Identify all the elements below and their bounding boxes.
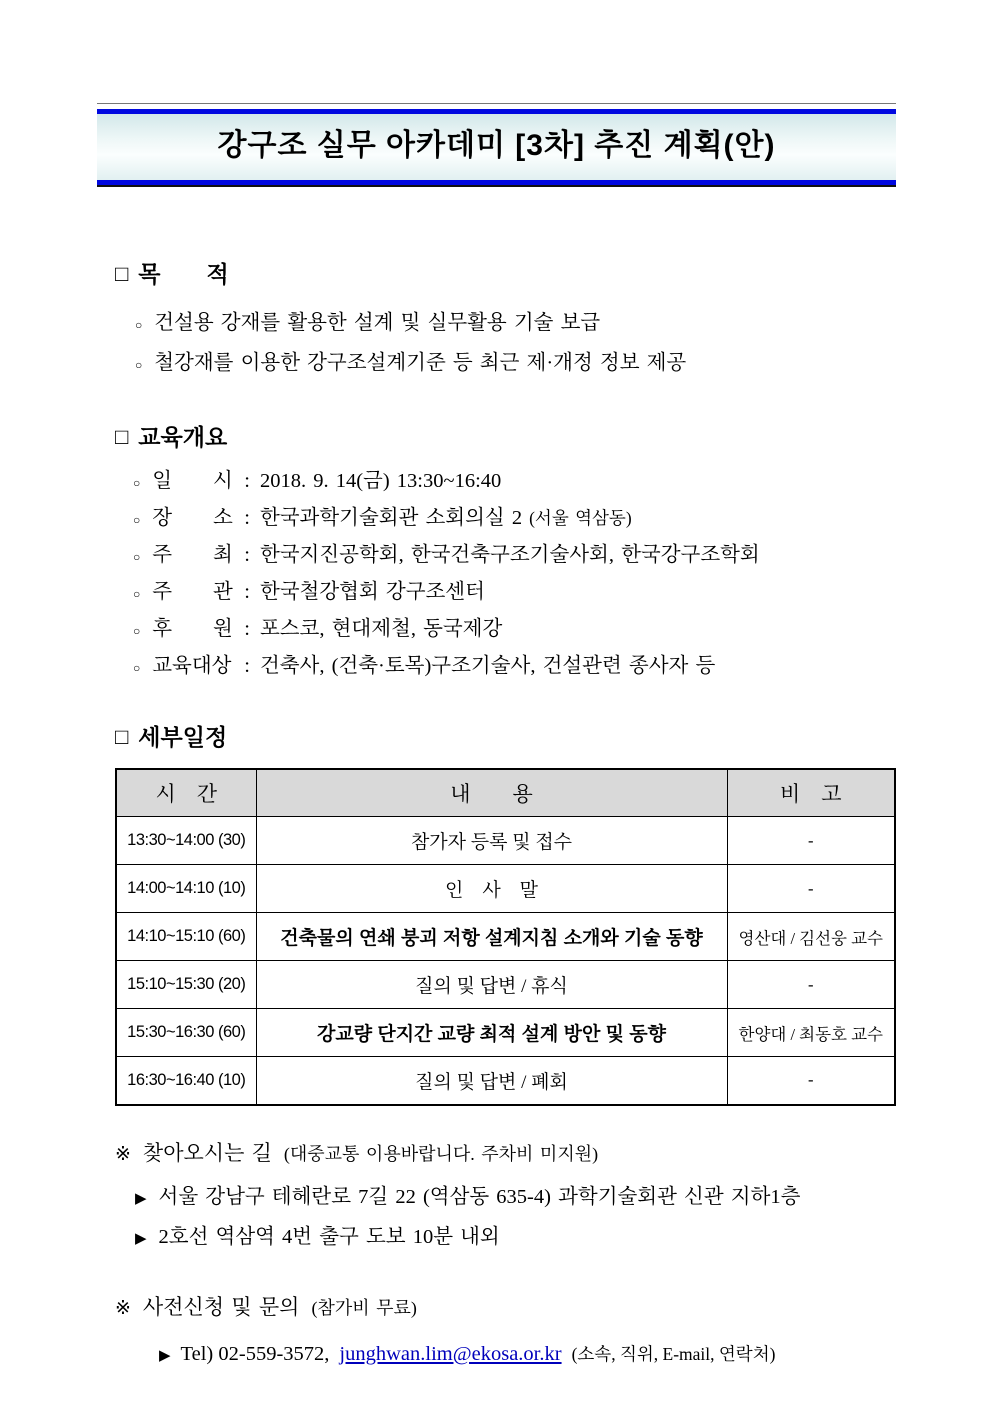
cell-content: 건축물의 연쇄 붕괴 저항 설계지침 소개와 기술 동향 <box>256 913 727 961</box>
registration-heading-note: (참가비 무료) <box>311 1297 417 1318</box>
directions-heading-row <box>115 1138 896 1170</box>
overview-value: 한국과학기술회관 소회의실 2 <box>259 506 523 529</box>
list-item <box>115 1178 896 1218</box>
purpose-item-text: 건설용 강재를 활용한 설계 및 실무활용 기술 보급 <box>154 311 601 334</box>
table-header-row <box>116 769 895 817</box>
overview-value: 포스코, 현대제철, 동국제강 <box>259 617 503 640</box>
contact-line <box>115 1337 896 1373</box>
overview-label: 교육대상 <box>152 654 232 677</box>
section-overview <box>115 422 896 686</box>
colon-separator: : <box>244 469 250 492</box>
column-header-note: 비 고 <box>727 769 895 817</box>
directions-heading-note: (대중교통 이용바랍니다. 주차비 미지원) <box>283 1143 599 1164</box>
schedule-heading: 세부일정 <box>138 723 228 750</box>
cell-content: 참가자 등록 및 접수 <box>256 817 727 865</box>
column-header-time: 시 간 <box>116 769 256 817</box>
cell-time: 15:30~16:30 (60) <box>116 1009 256 1057</box>
arrow-bullet-icon: ▶ <box>135 1190 147 1207</box>
page-title: 강구조 실무 아카데미 [3차] 추진 계획(안) <box>217 129 776 162</box>
circle-bullet-icon: ○ <box>133 586 141 601</box>
overview-value-note: (서울 역삼동) <box>529 507 632 528</box>
reference-mark-icon: ※ <box>115 1143 131 1165</box>
overview-row <box>115 501 896 538</box>
cell-note: - <box>727 1057 895 1105</box>
section-schedule <box>115 722 896 1106</box>
square-bullet-icon: □ <box>115 260 129 286</box>
section-directions <box>115 1138 896 1258</box>
purpose-list <box>115 304 896 384</box>
cell-note: - <box>727 961 895 1009</box>
directions-list <box>115 1178 896 1258</box>
overview-value: 한국지진공학회, 한국건축구조기술사회, 한국강구조학회 <box>259 543 760 566</box>
overview-label: 후 원 <box>152 617 233 640</box>
table-row <box>116 865 895 913</box>
table-row <box>116 1009 895 1057</box>
registration-heading-row <box>115 1292 896 1324</box>
overview-row <box>115 538 896 575</box>
overview-value: 2018. 9. 14(금) 13:30~16:40 <box>259 469 502 492</box>
arrow-bullet-icon: ▶ <box>159 1347 171 1364</box>
colon-separator: : <box>244 580 250 603</box>
cell-content: 강교량 단지간 교량 최적 설계 방안 및 동향 <box>256 1009 727 1057</box>
overview-row <box>115 575 896 612</box>
circle-bullet-icon: ○ <box>133 660 141 675</box>
cell-note: - <box>727 865 895 913</box>
overview-row <box>115 612 896 649</box>
cell-note: - <box>727 817 895 865</box>
overview-rows <box>115 464 896 686</box>
directions-item-text: 2호선 역삼역 4번 출구 도보 10분 내외 <box>158 1225 500 1248</box>
directions-item-text: 서울 강남구 테헤란로 7길 22 (역삼동 635-4) 과학기술회관 신관 지하1층 <box>158 1185 801 1208</box>
section-purpose <box>115 259 896 384</box>
overview-heading: 교육개요 <box>138 423 228 450</box>
cell-time: 13:30~14:00 (30) <box>116 817 256 865</box>
purpose-item-text: 철강재를 이용한 강구조설계기준 등 최근 제·개정 정보 제공 <box>154 351 687 374</box>
circle-bullet-icon: ○ <box>135 317 143 332</box>
circle-bullet-icon: ○ <box>135 357 143 372</box>
cell-time: 14:00~14:10 (10) <box>116 865 256 913</box>
overview-row <box>115 649 896 686</box>
circle-bullet-icon: ○ <box>133 512 141 527</box>
colon-separator: : <box>244 543 250 566</box>
overview-heading-row <box>115 422 896 452</box>
registration-heading: 사전신청 및 문의 <box>142 1294 300 1319</box>
overview-label: 주 관 <box>152 580 233 603</box>
cell-content: 질의 및 답변 / 휴식 <box>256 961 727 1009</box>
phone-number: Tel) 02-559-3572, <box>180 1342 330 1365</box>
schedule-heading-row <box>115 722 896 752</box>
contact-suffix: (소속, 직위, E-mail, 연락처) <box>571 1343 776 1364</box>
cell-time: 16:30~16:40 (10) <box>116 1057 256 1105</box>
overview-label: 일 시 <box>152 469 233 492</box>
overview-row <box>115 464 896 501</box>
colon-separator: : <box>244 654 250 677</box>
table-row <box>116 913 895 961</box>
circle-bullet-icon: ○ <box>133 549 141 564</box>
cell-time: 15:10~15:30 (20) <box>116 961 256 1009</box>
square-bullet-icon: □ <box>115 723 129 749</box>
table-row <box>116 1057 895 1105</box>
list-item <box>115 304 896 344</box>
column-header-content: 내 용 <box>256 769 727 817</box>
table-row <box>116 961 895 1009</box>
circle-bullet-icon: ○ <box>133 623 141 638</box>
arrow-bullet-icon: ▶ <box>135 1230 147 1247</box>
overview-value: 건축사, (건축·토목)구조기술사, 건설관련 종사자 등 <box>259 654 716 677</box>
purpose-heading-row <box>115 259 896 289</box>
colon-separator: : <box>244 506 250 529</box>
section-registration <box>115 1292 896 1373</box>
reference-mark-icon: ※ <box>115 1297 131 1319</box>
cell-time: 14:10~15:10 (60) <box>116 913 256 961</box>
title-banner <box>97 103 896 187</box>
email-link[interactable]: junghwan.lim@ekosa.or.kr <box>339 1342 562 1365</box>
list-item <box>115 1218 896 1258</box>
directions-heading: 찾아오시는 길 <box>142 1140 272 1165</box>
overview-label: 장 소 <box>152 506 233 529</box>
cell-content: 질의 및 답변 / 폐회 <box>256 1057 727 1105</box>
overview-value: 한국철강협회 강구조센터 <box>259 580 485 603</box>
schedule-table <box>115 768 896 1106</box>
circle-bullet-icon: ○ <box>133 475 141 490</box>
list-item <box>115 344 896 384</box>
cell-content: 인 사 말 <box>256 865 727 913</box>
square-bullet-icon: □ <box>115 423 129 449</box>
cell-note: 영산대 / 김선웅 교수 <box>727 913 895 961</box>
purpose-heading: 목 적 <box>138 260 229 287</box>
colon-separator: : <box>244 617 250 640</box>
title-banner-background <box>97 109 896 185</box>
cell-note: 한양대 / 최동호 교수 <box>727 1009 895 1057</box>
overview-label: 주 최 <box>152 543 233 566</box>
table-row <box>116 817 895 865</box>
